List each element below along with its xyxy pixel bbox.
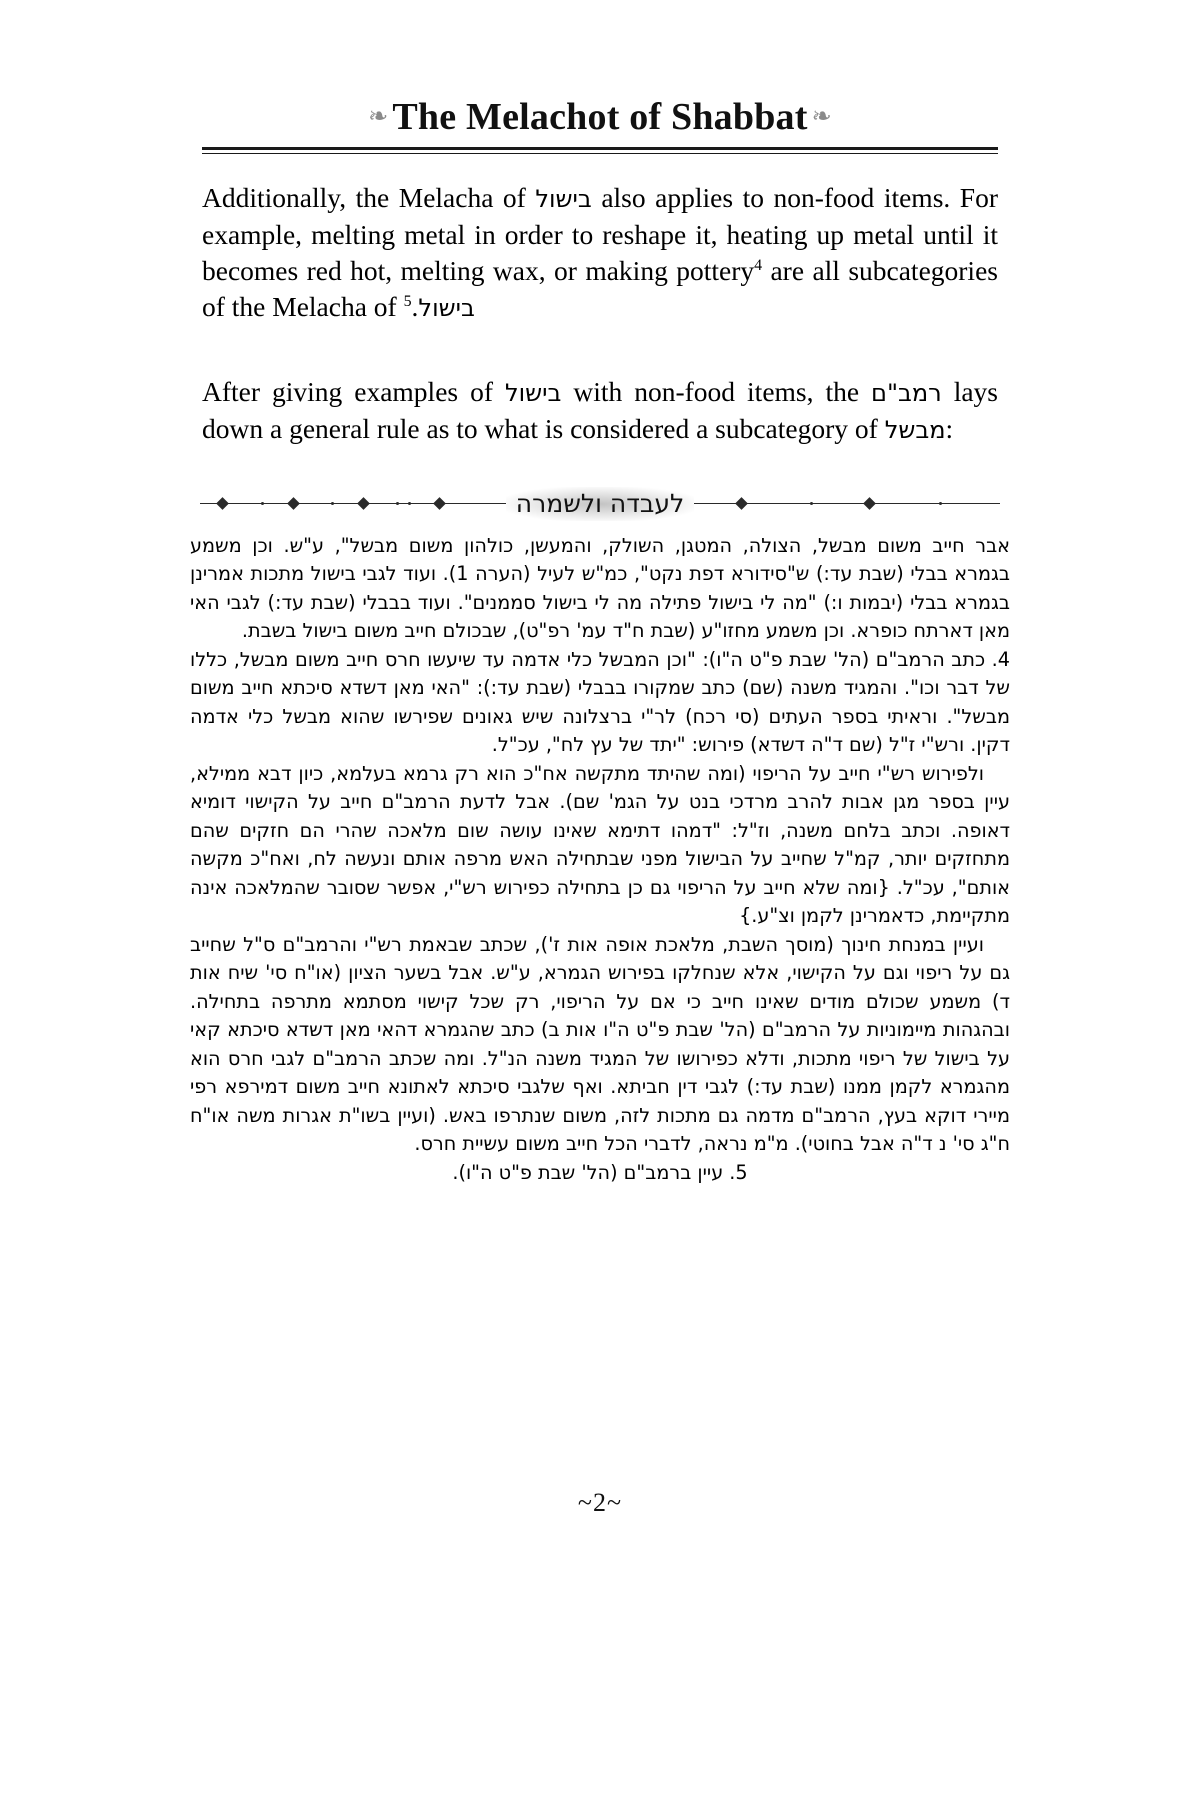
page-header (202, 0, 998, 154)
p2-hebrew-bishul: בישול (504, 378, 562, 407)
fleuron-left-icon: ❧ (368, 104, 389, 130)
divider-dot-icon (408, 502, 411, 505)
commentary-paragraph: ולפירוש רש"י חייב על הריפוי (ומה שהיתד מתקשה אח"כ הוא רק גרמא בעלמא, כיון דבא ממילא, עיין בספר מגן אבות להרב מרדכי בנט על הגמ' שם). אבל לדעת הרמב"ם חייב על הקישוי דומיא דאופה. וכתב בלחם משנה, וז"ל: "דמהו דתימא שאינו עושה שום מלאכה שהרי הם חזקים שהם מתחזקים יותר, קמ"ל שחייב על הבישול מפני שבתחילה האש מרפה אותם ונעשה לח, ואח"כ מקשה אותם", עכ"ל. {ומה שלא חייב על הריפוי גם כן בתחילה כפירוש רש"י, אפשר שסובר שהמלאכה אינה מתקיימת, כדאמרינן לקמן וצ"ע.} (190, 761, 1010, 928)
commentary-paragraph: אבר חייב משום מבשל, הצולה, המטגן, השולק, והמעשן, כולהון משום מבשל", ע"ש. וכן משמע בגמרא בבלי (שבת עד:) ש"סידורא דפת נקט", כמ"ש לעיל (הערה 1). ועוד לגבי בישול מתכות אמרינן בגמרא בבלי (יבמות ו:) "מה לי בישול פתילה מה לי בישול סממנים". ועוד בבבלי (שבת עד:) לגבי האי מאן דארתח כופרא. וכן משמע מחזו"ע (שבת ח"ד עמ' רפ"ט), שבכולם חייב משום בישול בשבת. (190, 533, 1010, 643)
p2-text-4: : (945, 412, 954, 444)
paragraph-1 (202, 180, 998, 326)
divider-dot-icon (810, 502, 813, 505)
page-title-text: The Melachot of Shabbat (392, 96, 808, 138)
p2-hebrew-rambam: רמב"ם (871, 378, 942, 407)
divider-dot-icon (261, 502, 264, 505)
divider-diamond-icon (216, 497, 229, 510)
commentary-paragraph: 4. כתב הרמב"ם (הל' שבת פ"ט ה"ו): "וכן המבשל כלי אדמה עד שיעשו חרס חייב משום מבשל, כללו של דבר וכו". והמגיד משנה (שם) כתב שמקורו בבבלי (שבת עד:): "האי מאן דשדא סיכתא חייב משום מבשל". וראיתי בספר העתים (סי רכח) לר"י ברצלונה שיש גאונים שפירשו שהוא מבשל כלי אדמה דקין. ורש"י ז"ל (שם ד"ה דשדא) פירוש: "יתד של עץ לח", עכ"ל. (190, 647, 1010, 757)
divider-diamond-icon (434, 497, 447, 510)
divider-rule-left (200, 497, 506, 511)
divider-dot-icon (331, 502, 334, 505)
p2-hebrew-mevashel: מבשל (884, 415, 946, 444)
paragraph-2 (202, 374, 998, 448)
divider-dot-icon (939, 502, 942, 505)
header-rule-thin (202, 153, 998, 154)
footnote-marker-4: 4 (754, 256, 763, 274)
divider-caption: לעבדה ולשמרה (506, 487, 694, 521)
divider-diamond-icon (287, 497, 300, 510)
fleuron-right-icon: ❧ (811, 104, 832, 130)
divider-diamond-icon (864, 497, 877, 510)
p2-text-3: lays down a general rule as to what is considered a subcategory of (202, 375, 998, 444)
p1-hebrew-bishul-1: בישול (535, 184, 592, 213)
divider-dot-icon (396, 502, 399, 505)
english-body (202, 180, 998, 448)
p1-text-3: are all subcategories of the Melacha of (202, 254, 998, 322)
divider-rule-right (694, 497, 1000, 511)
p2-text-2: with non-food items, the (561, 375, 872, 407)
footnote-marker-5: 5 (403, 292, 412, 310)
header-rule-group (202, 147, 998, 154)
p1-text-1: Additionally, the Melacha of (202, 181, 536, 213)
section-divider (200, 484, 1000, 524)
hebrew-commentary (190, 532, 1010, 1188)
p1-text-4: . (411, 290, 419, 322)
commentary-paragraph: 5. עיין ברמב"ם (הל' שבת פ"ט ה"ו). (452, 1160, 748, 1184)
p1-hebrew-bishul-2: בישול (418, 293, 475, 322)
p1-text-2: also applies to non-food items. For example, melting metal in order to reshape it, heating up metal until it becomes red hot, melting wax, or making pottery (202, 181, 998, 286)
page-title (202, 98, 998, 138)
page-number: ~2~ (577, 1488, 623, 1517)
divider-diamond-icon (735, 497, 748, 510)
commentary-paragraph: ועיין במנחת חינוך (מוסך השבת, מלאכת אופה אות ז'), שכתב שבאמת רש"י והרמב"ם ס"ל שחייב גם על ריפוי וגם על הקישוי, אלא שנחלקו בפירוש הגמרא, ע"ש. אבל בשער הציון (או"ח סי' שיח אות ד) משמע שכולם מודים שאינו חייב כי אם על הריפוי, רק שכל קישוי מסתמא מתרפה בתחילה. ובהגהות מיימוניות על הרמב"ם (הל' שבת פ"ט ה"ו אות ב) כתב שהגמרא דהאי מאן דשדא סיכתא קאי על בישול של ריפוי מתכות, ודלא כפירושו של המגיד משנה הנ"ל. ומה שכתב הרמב"ם לגבי חרס הוא מהגמרא לקמן ממנו (שבת עד:) לגבי דין חביתא. ואף שלגבי סיכתא לאתונא חייב משום דמירפא רפי מיירי דוקא בעץ, הרמב"ם מדמה גם מתכות לזה, משום שנתרפו באש. (ועיין בשו"ת אגרות משה או"ח ח"ג סי' נ ד"ה אבל בחוטי). מ"מ נראה, לדברי הכל חייב משום עשיית חרס. (190, 932, 1010, 1156)
divider-diamond-icon (357, 497, 370, 510)
p2-text-1: After giving examples of (202, 375, 505, 407)
